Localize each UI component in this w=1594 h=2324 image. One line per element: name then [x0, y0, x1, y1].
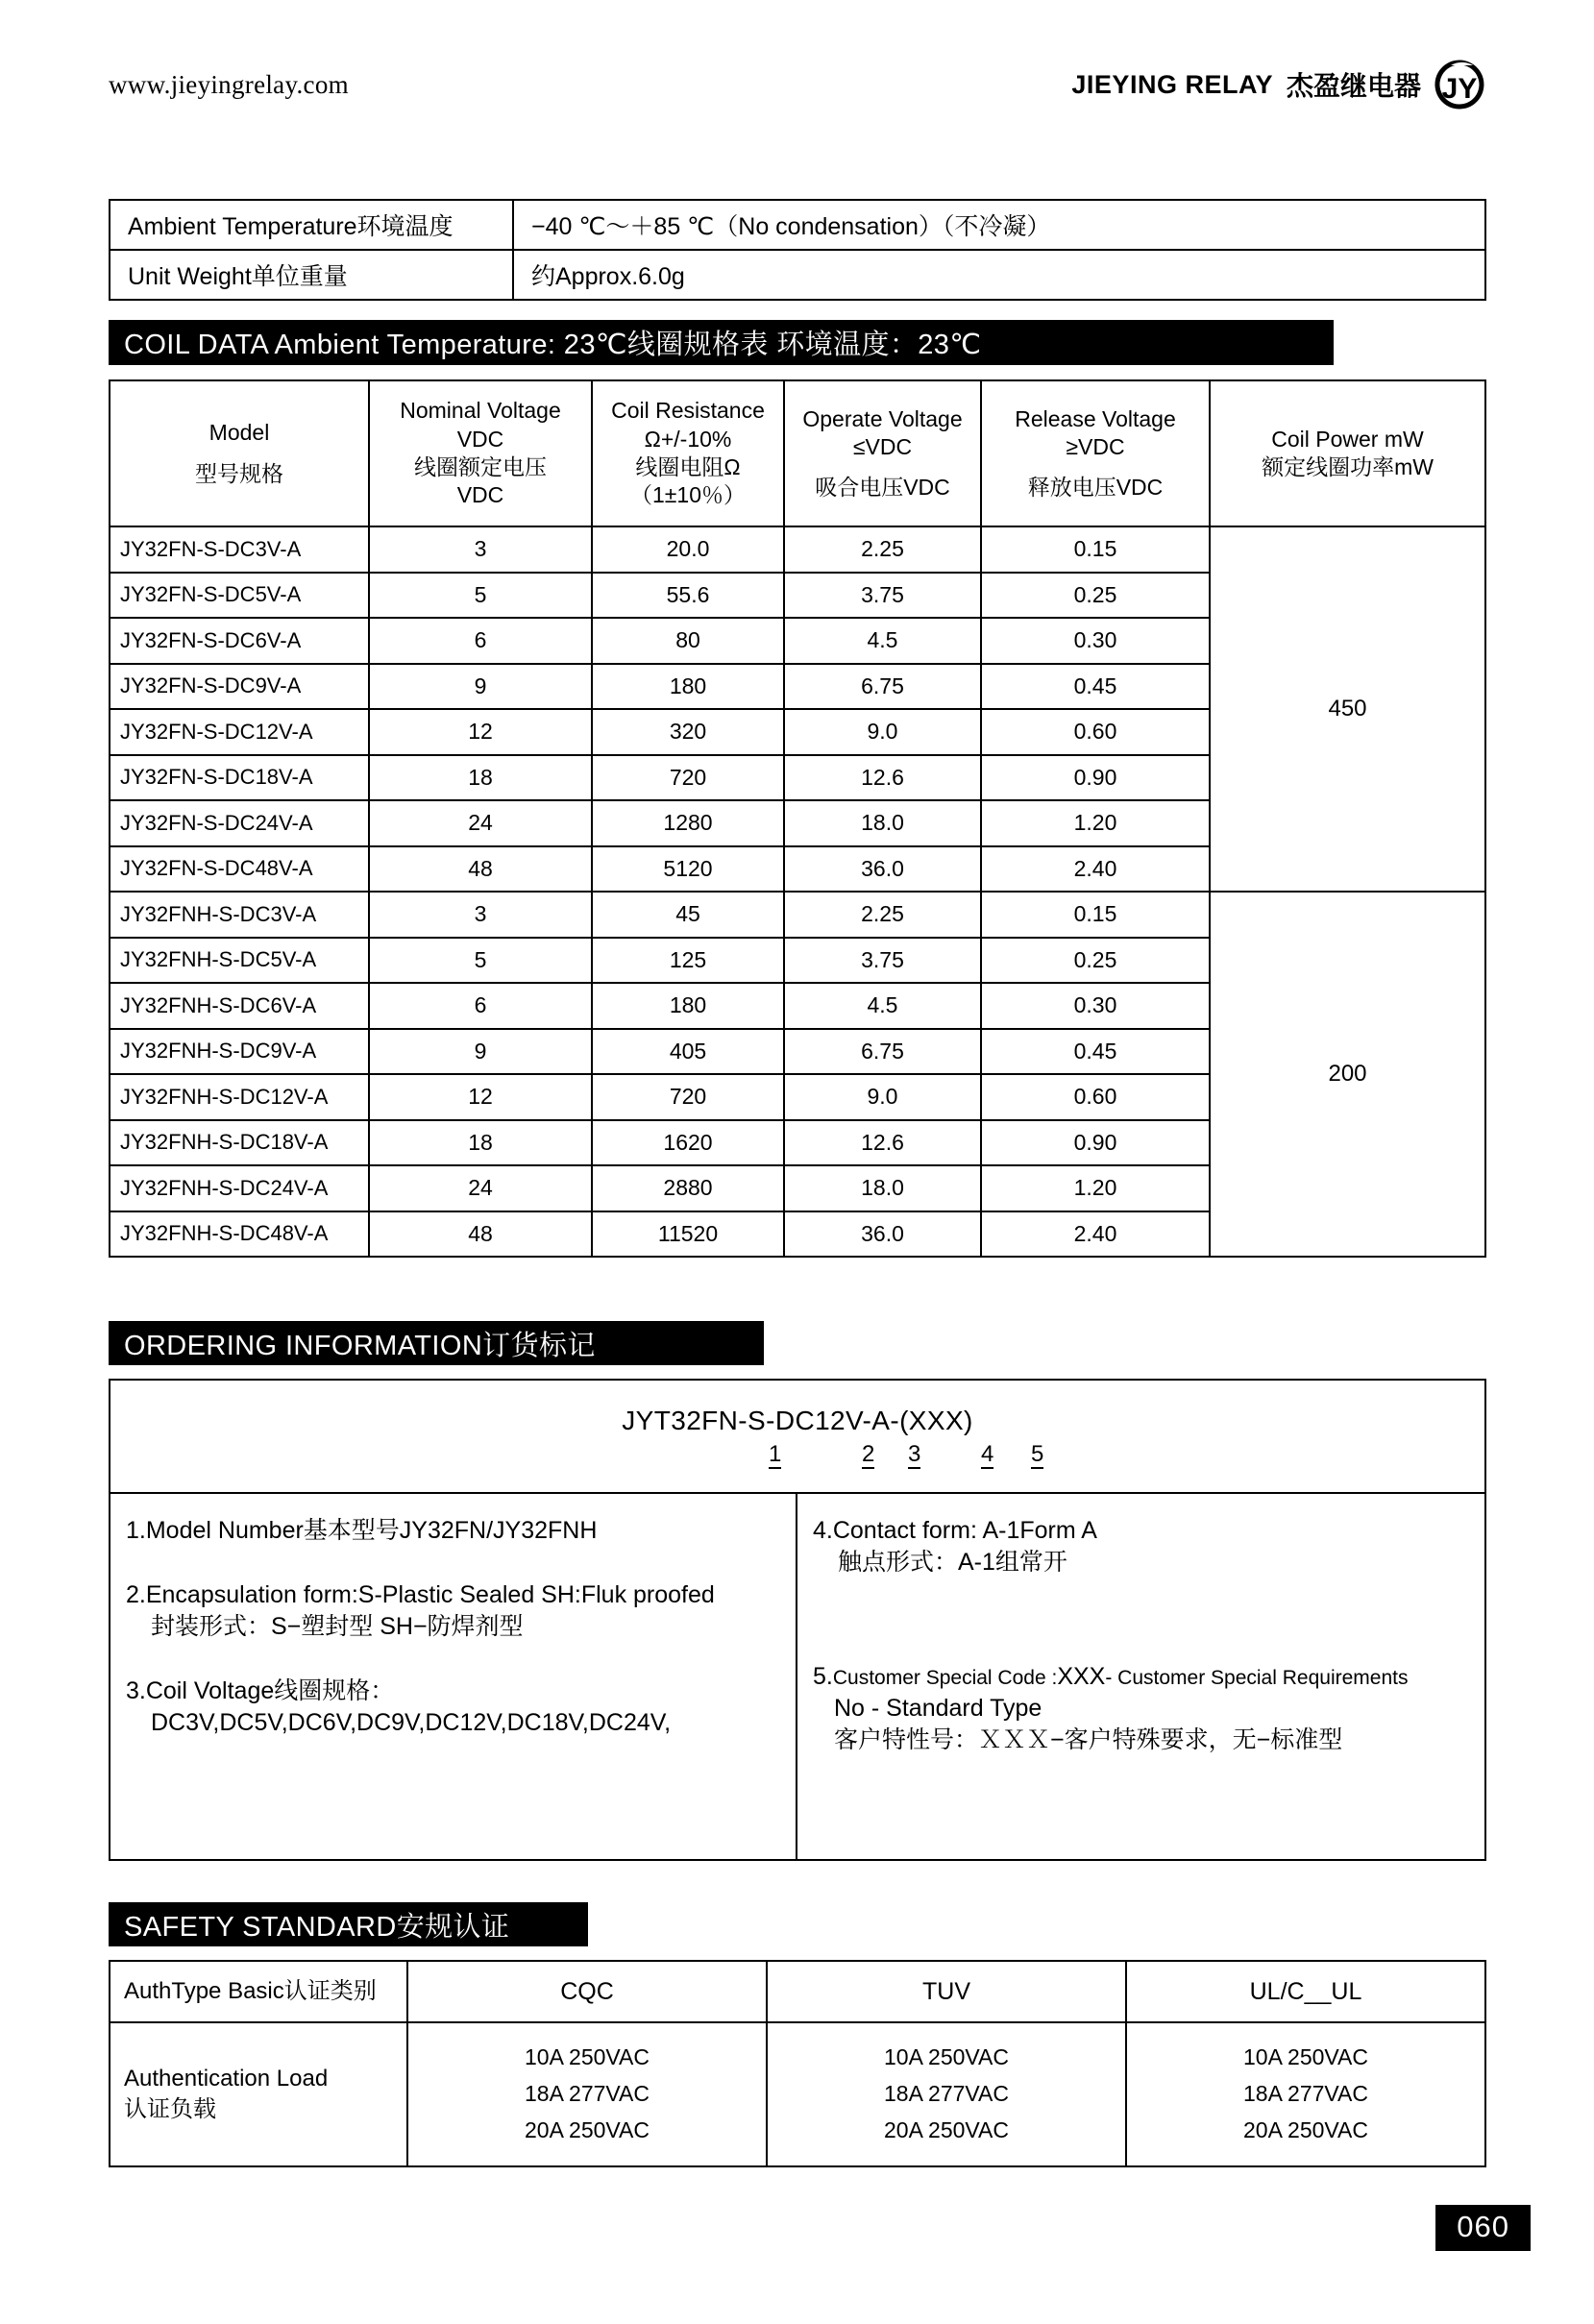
- ordering-item-5-prefix: 5.: [813, 1663, 833, 1690]
- header-line: 额定线圈功率mW: [1262, 454, 1434, 479]
- cell-coil-resistance: 1280: [592, 800, 784, 846]
- cell-operate-voltage: 12.6: [784, 1120, 981, 1166]
- table-header-row: [110, 380, 1485, 526]
- ordering-information-table: [109, 1379, 1486, 1861]
- header-line: Model: [208, 419, 270, 445]
- header-line: Ω+/-10%: [644, 426, 732, 452]
- load-value: 18A 277VAC: [524, 2081, 650, 2107]
- ordering-item-1-text: 1.Model Number基本型号JY32FN/JY32FNH: [126, 1517, 598, 1544]
- ordering-item-5-label: Customer Special Code :: [832, 1667, 1058, 1689]
- cell-model: JY32FNH-S-DC3V-A: [110, 892, 369, 938]
- load-value: 10A 250VAC: [883, 2044, 1009, 2070]
- ordering-digit-1: 1: [769, 1440, 782, 1467]
- cell-coil-resistance: 11520: [592, 1211, 784, 1258]
- cell-nominal-voltage: 18: [369, 1120, 592, 1166]
- cell-nominal-voltage: 5: [369, 573, 592, 619]
- cell-model: JY32FNH-S-DC24V-A: [110, 1165, 369, 1211]
- cell-model: JY32FN-S-DC18V-A: [110, 755, 369, 801]
- cell-operate-voltage: 18.0: [784, 1165, 981, 1211]
- load-value: 20A 250VAC: [1242, 2116, 1368, 2142]
- cell-coil-resistance: 320: [592, 709, 784, 755]
- auth-load-label-en: Authentication Load: [124, 2065, 329, 2092]
- jy-logo-icon: [1435, 60, 1484, 110]
- ordering-digit-3: 3: [908, 1440, 921, 1467]
- header-line: 释放电压VDC: [1027, 474, 1164, 500]
- header-line: （1±10％）: [630, 482, 746, 508]
- spec-value-unit-weight: 约Approx.6.0g: [513, 250, 1485, 300]
- column-header-release-voltage: [981, 380, 1210, 526]
- cell-release-voltage: 0.30: [981, 983, 1210, 1029]
- cell-nominal-voltage: 24: [369, 1165, 592, 1211]
- cell-release-voltage: 0.60: [981, 1074, 1210, 1120]
- column-header-coil-power: [1210, 380, 1485, 526]
- table-row: [110, 892, 1485, 938]
- cell-release-voltage: 1.20: [981, 1165, 1210, 1211]
- ordering-digit-5: 5: [1031, 1440, 1044, 1467]
- auth-load-label-cn: 认证负载: [124, 2096, 216, 2122]
- auth-load-cqc: [407, 2022, 767, 2166]
- cell-release-voltage: 0.15: [981, 526, 1210, 573]
- column-header-nominal-voltage: [369, 380, 592, 526]
- cell-nominal-voltage: 3: [369, 526, 592, 573]
- column-header-auth-type: AuthType Basic认证类别: [110, 1961, 407, 2022]
- cell-coil-power: 450: [1210, 526, 1485, 892]
- ordering-item-5-subtext: No - Standard Type: [834, 1695, 1042, 1722]
- cell-coil-resistance: 55.6: [592, 573, 784, 619]
- website-url: www.jieyingrelay.com: [109, 69, 349, 99]
- auth-load-ul: [1126, 2022, 1485, 2166]
- spec-label-unit-weight: Unit Weight单位重量: [110, 250, 513, 300]
- cell-nominal-voltage: 48: [369, 1211, 592, 1258]
- ordering-item-5-desc: - Customer Special Requirements: [1105, 1667, 1409, 1689]
- cell-nominal-voltage: 6: [369, 618, 592, 664]
- cell-coil-resistance: 5120: [592, 846, 784, 893]
- cell-coil-resistance: 720: [592, 1074, 784, 1120]
- table-row: [110, 1380, 1485, 1493]
- cell-operate-voltage: 2.25: [784, 526, 981, 573]
- cell-release-voltage: 0.90: [981, 755, 1210, 801]
- ordering-part-code: JYT32FN-S-DC12V-A-(XXX): [622, 1405, 973, 1435]
- cell-operate-voltage: 2.25: [784, 892, 981, 938]
- table-row: [110, 250, 1485, 300]
- table-header-row: [110, 1961, 1485, 2022]
- ordering-information-banner-label: ORDERING INFORMATION订货标记: [124, 1330, 596, 1361]
- cell-nominal-voltage: 9: [369, 1029, 592, 1075]
- cell-nominal-voltage: 18: [369, 755, 592, 801]
- cell-release-voltage: 0.90: [981, 1120, 1210, 1166]
- load-value: 18A 277VAC: [883, 2081, 1009, 2107]
- load-value: 18A 277VAC: [1242, 2081, 1368, 2107]
- table-row: [110, 526, 1485, 573]
- cell-model: JY32FNH-S-DC5V-A: [110, 938, 369, 984]
- cell-nominal-voltage: 12: [369, 1074, 592, 1120]
- ordering-item-2: [126, 1579, 782, 1643]
- header-line: VDC: [456, 482, 504, 508]
- header-line: 吸合电压VDC: [815, 474, 950, 500]
- general-spec-table: [109, 199, 1486, 301]
- brand-name-cn: 杰盈继电器: [1286, 71, 1421, 101]
- cell-model: JY32FNH-S-DC9V-A: [110, 1029, 369, 1075]
- header-line: VDC: [456, 426, 504, 452]
- ordering-item-5-code: XXX: [1057, 1663, 1106, 1690]
- cell-operate-voltage: 12.6: [784, 755, 981, 801]
- cell-release-voltage: 0.45: [981, 664, 1210, 710]
- ordering-item-5-subtext-cn: 客户特性号：ＸＸＸ−客户特殊要求，无−标准型: [834, 1726, 1343, 1753]
- cell-release-voltage: 0.30: [981, 618, 1210, 664]
- brand-lockup: [1071, 60, 1484, 110]
- cell-model: JY32FN-S-DC5V-A: [110, 573, 369, 619]
- cell-coil-resistance: 80: [592, 618, 784, 664]
- cell-nominal-voltage: 12: [369, 709, 592, 755]
- cell-nominal-voltage: 24: [369, 800, 592, 846]
- cell-release-voltage: 0.15: [981, 892, 1210, 938]
- cell-release-voltage: 0.45: [981, 1029, 1210, 1075]
- column-header-model: [110, 380, 369, 526]
- cell-release-voltage: 2.40: [981, 1211, 1210, 1258]
- ordering-part-code-cell: [110, 1380, 1485, 1493]
- safety-standard-banner-label: SAFETY STANDARD安规认证: [124, 1911, 510, 1943]
- header-line: Release Voltage: [1015, 405, 1176, 431]
- header-line: 线圈电阻Ω: [635, 454, 741, 479]
- header-line: ≥VDC: [1066, 434, 1125, 460]
- cell-nominal-voltage: 6: [369, 983, 592, 1029]
- table-row: [110, 200, 1485, 250]
- cell-coil-resistance: 20.0: [592, 526, 784, 573]
- ordering-information-banner: [109, 1321, 764, 1365]
- cell-operate-voltage: 6.75: [784, 664, 981, 710]
- cell-operate-voltage: 9.0: [784, 709, 981, 755]
- cell-operate-voltage: 3.75: [784, 573, 981, 619]
- ordering-left-column: [110, 1493, 797, 1860]
- cell-operate-voltage: 6.75: [784, 1029, 981, 1075]
- cell-operate-voltage: 4.5: [784, 983, 981, 1029]
- ordering-item-5: [813, 1661, 1471, 1756]
- cell-coil-resistance: 2880: [592, 1165, 784, 1211]
- cell-model: JY32FN-S-DC24V-A: [110, 800, 369, 846]
- page-header: [109, 58, 1484, 111]
- cell-model: JY32FN-S-DC48V-A: [110, 846, 369, 893]
- cell-nominal-voltage: 9: [369, 664, 592, 710]
- cell-coil-resistance: 125: [592, 938, 784, 984]
- load-value: 10A 250VAC: [1242, 2044, 1368, 2070]
- ordering-item-1: [126, 1515, 782, 1547]
- cell-coil-power: 200: [1210, 892, 1485, 1257]
- ordering-item-3-subtext: DC3V,DC5V,DC6V,DC9V,DC12V,DC18V,DC24V,: [151, 1709, 672, 1736]
- cell-model: JY32FNH-S-DC12V-A: [110, 1074, 369, 1120]
- svg-text:JY: JY: [1441, 73, 1478, 105]
- cell-model: JY32FN-S-DC12V-A: [110, 709, 369, 755]
- ordering-item-4-subtext: 触点形式：A-1组常开: [838, 1549, 1067, 1576]
- cell-coil-resistance: 1620: [592, 1120, 784, 1166]
- page-number-badge: 060: [1435, 2205, 1531, 2251]
- cell-coil-resistance: 45: [592, 892, 784, 938]
- cell-model: JY32FN-S-DC9V-A: [110, 664, 369, 710]
- auth-load-tuv: [767, 2022, 1126, 2166]
- ordering-item-3: [126, 1676, 782, 1739]
- cell-model: JY32FNH-S-DC6V-A: [110, 983, 369, 1029]
- ordering-item-3-text: 3.Coil Voltage线圈规格：: [126, 1677, 395, 1704]
- cell-model: JY32FNH-S-DC18V-A: [110, 1120, 369, 1166]
- ordering-item-2-text: 2.Encapsulation form:S-Plastic Sealed SH:Fluk proofed: [126, 1581, 715, 1608]
- ordering-item-2-subtext: 封装形式：S−塑封型 SH−防焊剂型: [151, 1613, 524, 1640]
- header-line: Coil Resistance: [611, 398, 765, 424]
- cell-release-voltage: 0.25: [981, 938, 1210, 984]
- table-row: [110, 2022, 1485, 2166]
- ordering-item-4-text: 4.Contact form: A-1Form A: [813, 1517, 1097, 1544]
- column-header-operate-voltage: [784, 380, 981, 526]
- load-value: 10A 250VAC: [524, 2044, 650, 2070]
- header-line: Nominal Voltage: [400, 398, 561, 424]
- cell-model: JY32FN-S-DC3V-A: [110, 526, 369, 573]
- row-label-authentication-load: [110, 2022, 407, 2166]
- cell-operate-voltage: 3.75: [784, 938, 981, 984]
- cell-operate-voltage: 4.5: [784, 618, 981, 664]
- header-line: Operate Voltage: [802, 405, 963, 431]
- cell-coil-resistance: 180: [592, 983, 784, 1029]
- cell-operate-voltage: 9.0: [784, 1074, 981, 1120]
- column-header-cqc: CQC: [407, 1961, 767, 2022]
- header-line: ≤VDC: [852, 434, 913, 460]
- safety-standard-banner: [109, 1902, 588, 1946]
- header-line: Coil Power mW: [1271, 426, 1424, 452]
- cell-model: JY32FN-S-DC6V-A: [110, 618, 369, 664]
- coil-data-banner-label: COIL DATA Ambient Temperature: 23℃线圈规格表 环境温度：23℃: [124, 330, 982, 360]
- ordering-digit-2: 2: [862, 1440, 875, 1467]
- cell-release-voltage: 1.20: [981, 800, 1210, 846]
- cell-operate-voltage: 18.0: [784, 800, 981, 846]
- cell-coil-resistance: 180: [592, 664, 784, 710]
- ordering-digit-4: 4: [981, 1440, 994, 1467]
- brand-name-en: JIEYING RELAY: [1071, 69, 1273, 99]
- cell-release-voltage: 2.40: [981, 846, 1210, 893]
- cell-nominal-voltage: 48: [369, 846, 592, 893]
- coil-data-banner: [109, 320, 1334, 365]
- header-line: 线圈额定电压: [414, 454, 547, 479]
- cell-release-voltage: 0.60: [981, 709, 1210, 755]
- cell-nominal-voltage: 3: [369, 892, 592, 938]
- cell-nominal-voltage: 5: [369, 938, 592, 984]
- spec-value-ambient-temperature: −40 ℃～＋85 ℃（No condensation）（不冷凝）: [513, 200, 1485, 250]
- column-header-ul: UL/C__UL: [1126, 1961, 1485, 2022]
- load-value: 20A 250VAC: [883, 2116, 1009, 2142]
- cell-coil-resistance: 720: [592, 755, 784, 801]
- table-row: [110, 1493, 1485, 1860]
- column-header-coil-resistance: [592, 380, 784, 526]
- ordering-digit-markers: [110, 1440, 1484, 1472]
- header-line: 型号规格: [195, 461, 283, 486]
- ordering-item-4: [813, 1515, 1471, 1578]
- cell-coil-resistance: 405: [592, 1029, 784, 1075]
- cell-operate-voltage: 36.0: [784, 1211, 981, 1258]
- cell-operate-voltage: 36.0: [784, 846, 981, 893]
- column-header-tuv: TUV: [767, 1961, 1126, 2022]
- ordering-right-column: [797, 1493, 1485, 1860]
- cell-release-voltage: 0.25: [981, 573, 1210, 619]
- cell-model: JY32FNH-S-DC48V-A: [110, 1211, 369, 1258]
- safety-standard-table: [109, 1960, 1486, 2167]
- spec-label-ambient-temperature: Ambient Temperature环境温度: [110, 200, 513, 250]
- load-value: 20A 250VAC: [524, 2116, 650, 2142]
- coil-data-table: [109, 379, 1486, 1258]
